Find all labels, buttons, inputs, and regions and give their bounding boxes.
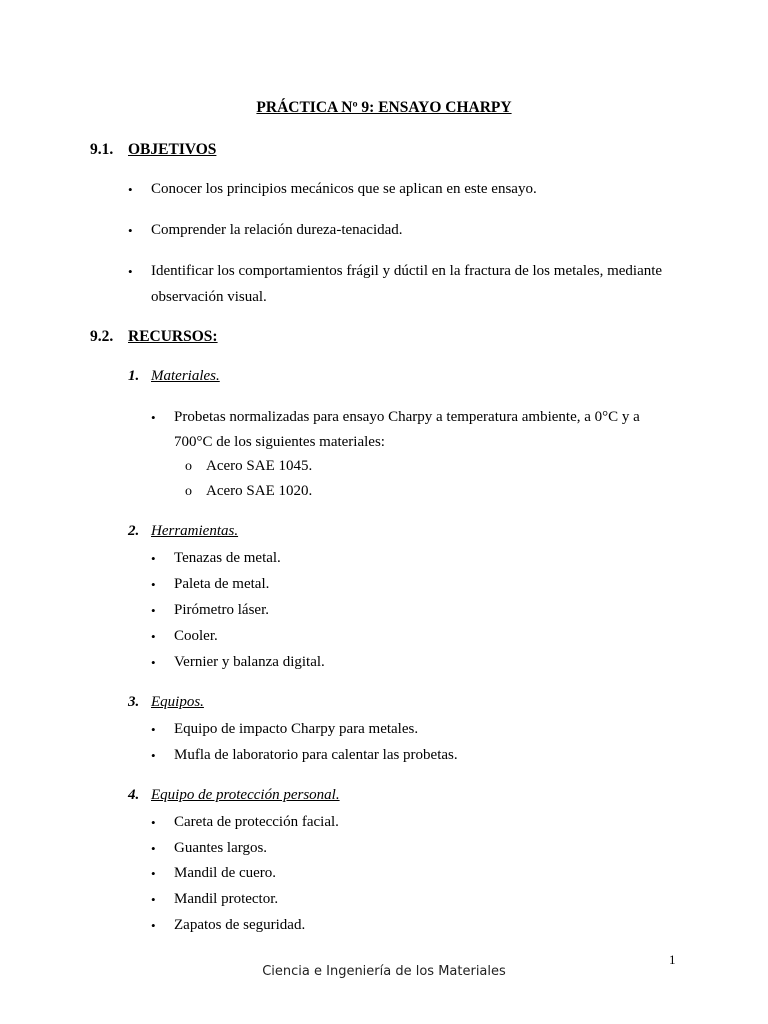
subsection-equipos-label: Equipos. xyxy=(151,694,204,710)
proteccion-item: Mandil protector. xyxy=(174,891,279,907)
subsection-materiales-number: 1. xyxy=(128,368,140,384)
proteccion-item: Guantes largos. xyxy=(174,840,268,856)
bullet-icon: • xyxy=(128,264,133,279)
materiales-item: Probetas normalizadas para ensayo Charpy a temperatura ambiente, a 0°C y a xyxy=(174,409,640,425)
subsection-proteccion-label: Equipo de protección personal. xyxy=(151,787,340,803)
page-number: 1 xyxy=(669,952,676,967)
bullet-icon: • xyxy=(151,841,156,856)
section-1-number: 9.1. xyxy=(90,141,114,158)
objective-item-continuation: observación visual. xyxy=(151,289,267,305)
equipos-item: Equipo de impacto Charpy para metales. xyxy=(174,721,419,737)
bullet-icon: • xyxy=(151,918,156,933)
circle-bullet-icon: o xyxy=(185,459,192,474)
bullet-icon: • xyxy=(151,866,156,881)
subsection-equipos-number: 3. xyxy=(128,694,140,710)
section-1-heading: OBJETIVOS xyxy=(128,141,217,158)
herramientas-item: Paleta de metal. xyxy=(174,576,270,592)
section-2-number: 9.2. xyxy=(90,328,114,345)
bullet-icon: • xyxy=(151,815,156,830)
objective-item: Identificar los comportamientos frágil y dúctil en la fractura de los metales, mediante xyxy=(151,263,663,279)
herramientas-item: Pirómetro láser. xyxy=(174,602,269,618)
bullet-icon: • xyxy=(151,577,156,592)
bullet-icon: • xyxy=(151,603,156,618)
bullet-icon: • xyxy=(128,182,133,197)
subsection-herramientas-number: 2. xyxy=(128,523,140,539)
herramientas-item: Cooler. xyxy=(174,628,218,644)
bullet-icon: • xyxy=(151,551,156,566)
objective-item: Comprender la relación dureza-tenacidad. xyxy=(151,222,403,238)
bullet-icon: • xyxy=(151,655,156,670)
bullet-icon: • xyxy=(151,722,156,737)
proteccion-item: Careta de protección facial. xyxy=(174,814,339,830)
subsection-materiales-label: Materiales. xyxy=(151,368,220,384)
bullet-icon: • xyxy=(151,410,156,425)
equipos-item: Mufla de laboratorio para calentar las probetas. xyxy=(174,747,458,763)
material-subitem: Acero SAE 1045. xyxy=(206,458,313,474)
page-footer: Ciencia e Ingeniería de los Materiales xyxy=(262,964,506,979)
objective-item: Conocer los principios mecánicos que se aplican en este ensayo. xyxy=(151,181,537,197)
section-2-heading: RECURSOS: xyxy=(128,328,218,345)
bullet-icon: • xyxy=(151,892,156,907)
proteccion-item: Zapatos de seguridad. xyxy=(174,917,306,933)
bullet-icon: • xyxy=(151,748,156,763)
subsection-proteccion-number: 4. xyxy=(128,787,140,803)
bullet-icon: • xyxy=(128,223,133,238)
material-subitem: Acero SAE 1020. xyxy=(206,483,313,499)
subsection-herramientas-label: Herramientas. xyxy=(151,523,239,539)
proteccion-item: Mandil de cuero. xyxy=(174,865,277,881)
materiales-item-continuation: 700°C de los siguientes materiales: xyxy=(174,434,385,450)
herramientas-item: Vernier y balanza digital. xyxy=(174,654,325,670)
document-title: PRÁCTICA Nº 9: ENSAYO CHARPY xyxy=(256,99,512,116)
herramientas-item: Tenazas de metal. xyxy=(174,550,281,566)
bullet-icon: • xyxy=(151,629,156,644)
circle-bullet-icon: o xyxy=(185,484,192,499)
